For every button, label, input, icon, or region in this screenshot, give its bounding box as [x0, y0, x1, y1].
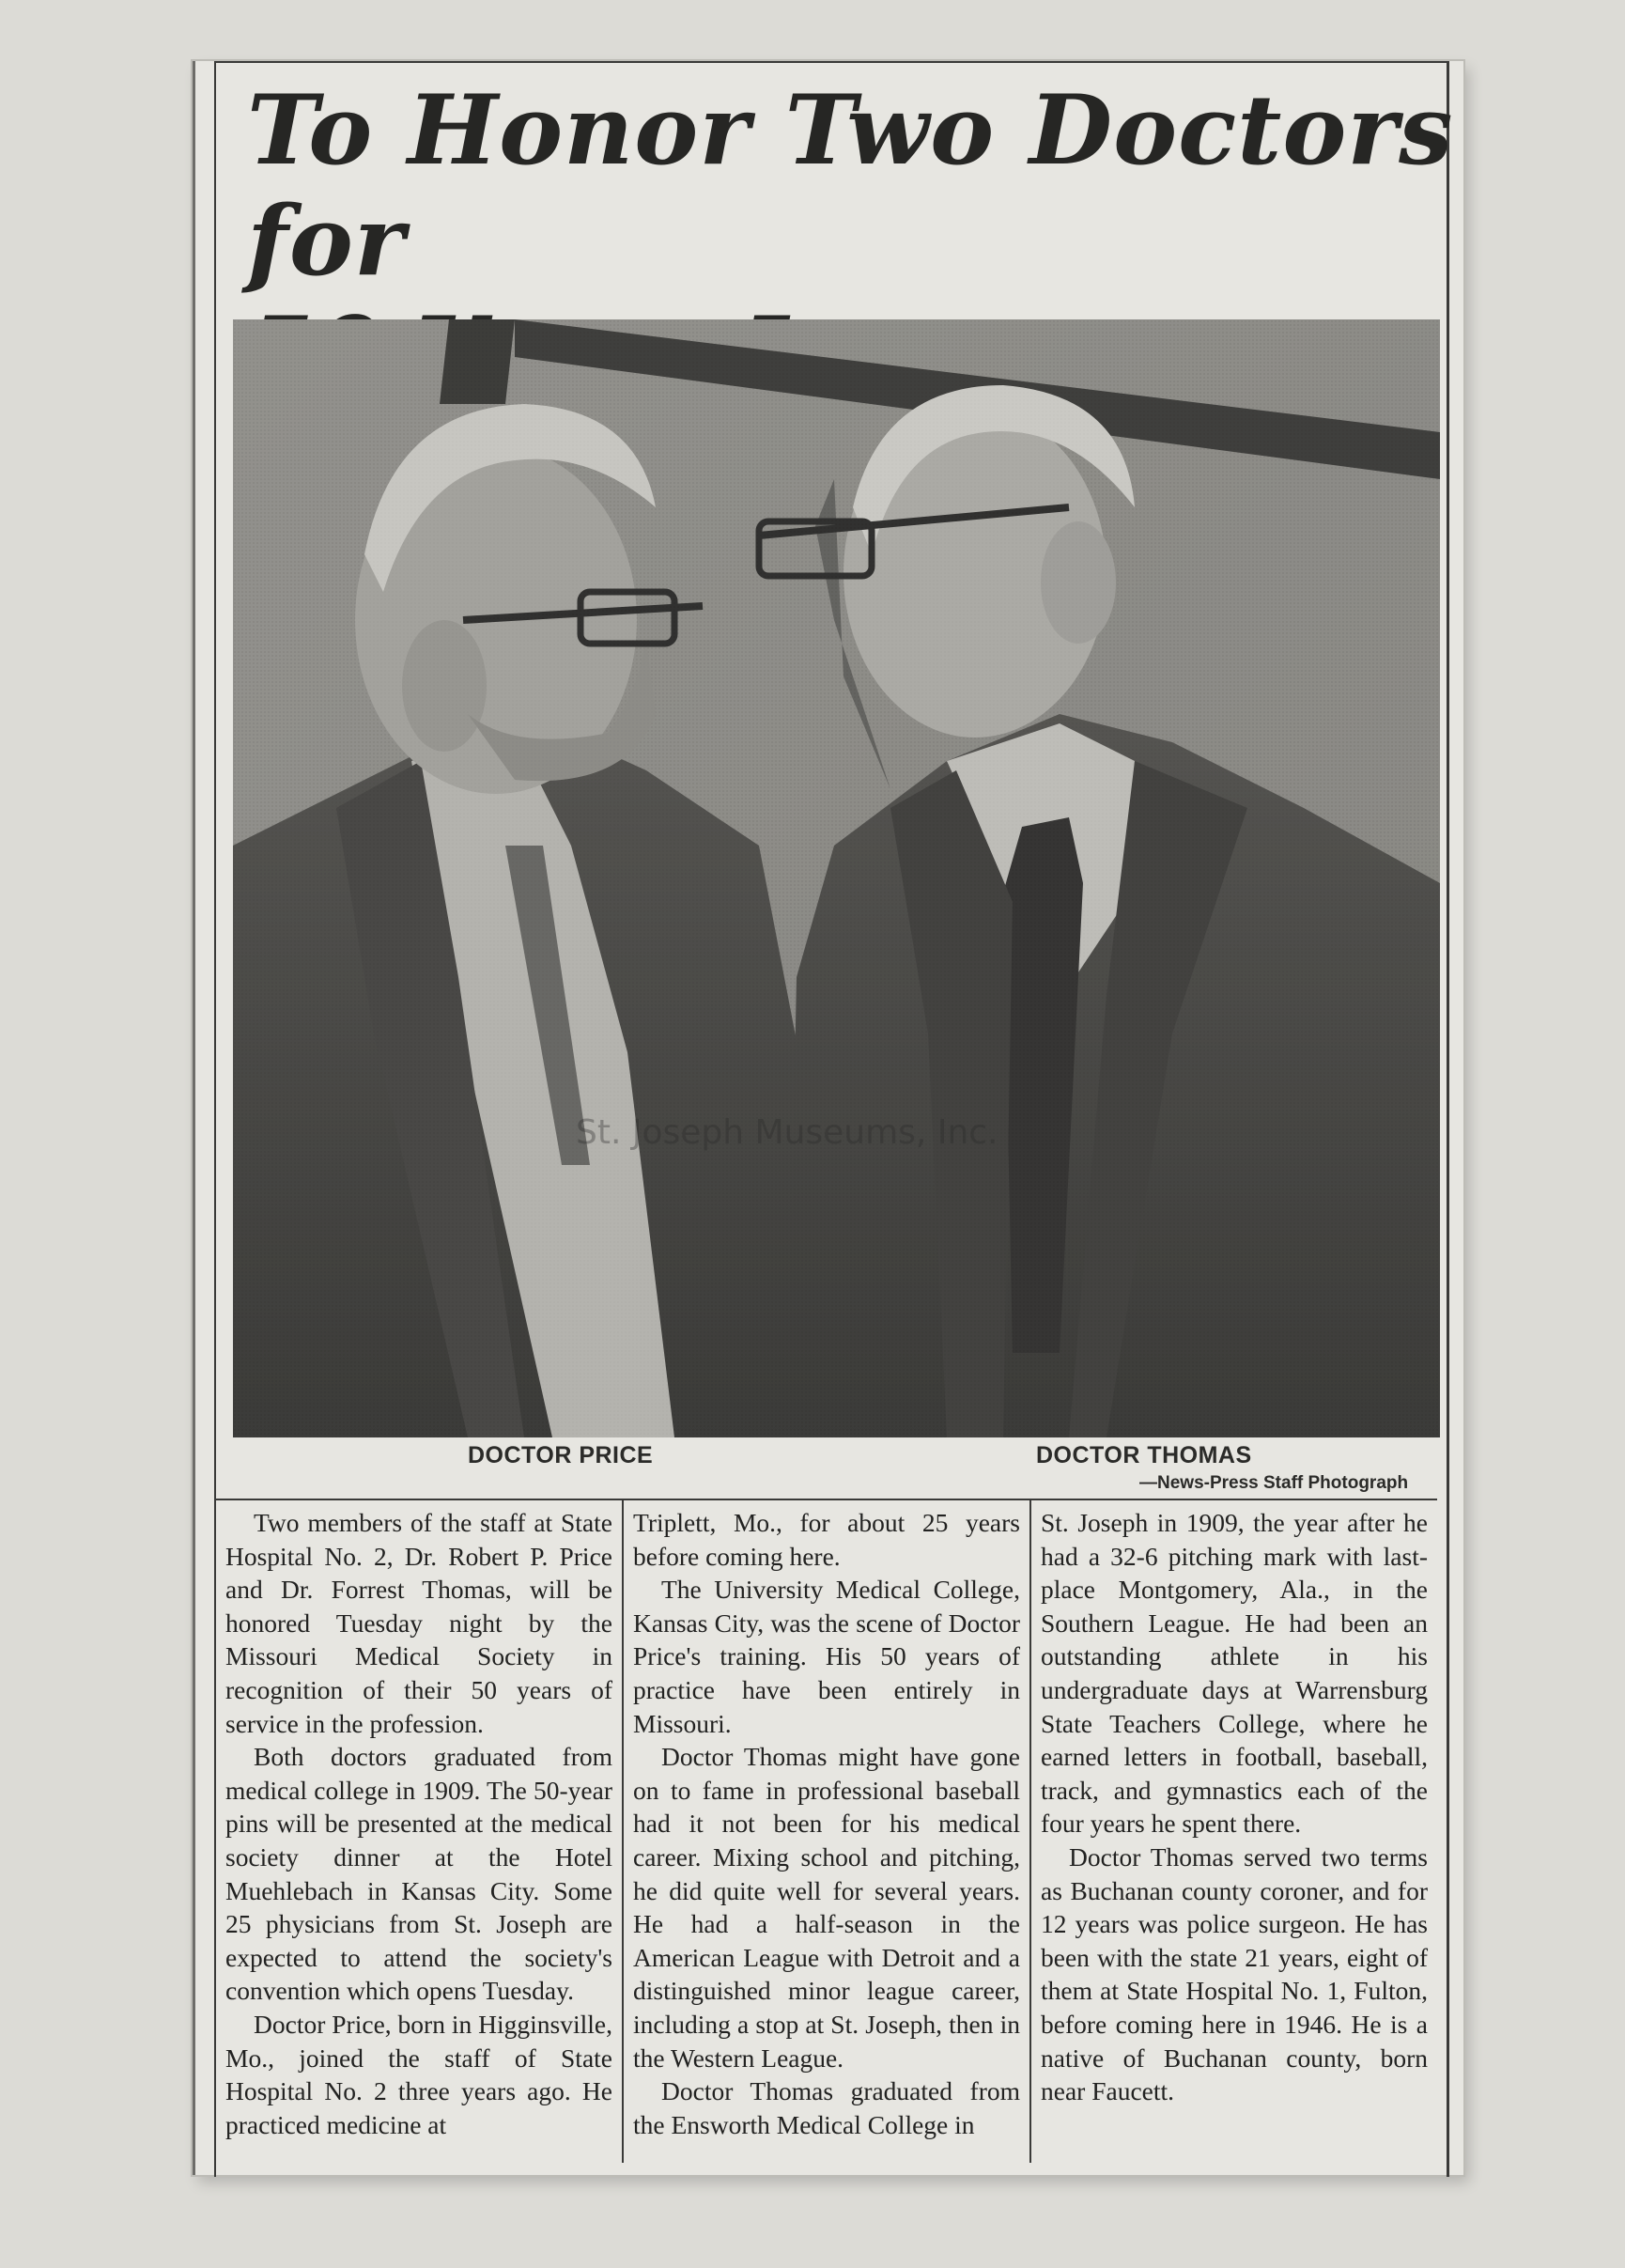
article-body	[216, 1499, 1437, 2163]
article-column-1	[216, 1500, 622, 2163]
paragraph: Two members of the staff at State Hospital No. 2, Dr. Robert P. Price and Dr. Forrest Thomas, will be honored Tuesday night by the Missouri Medical Society in recognition of their 50 years of service in the profession.	[225, 1508, 612, 1738]
paragraph: The University Medical College, Kansas City, was the scene of Doctor Price's training. His 50 years of practice have been entirely in Missouri.	[633, 1575, 1020, 1738]
paragraph: Doctor Price, born in Higginsville, Mo., joined the staff of State Hospital No. 2 three years ago. He practiced medicine at	[225, 2009, 612, 2139]
photo-credit: —News-Press Staff Photograph	[1139, 1473, 1409, 1493]
paragraph: Doctor Thomas served two terms as Buchanan county coroner, and for 12 years was police surgeon. He has been with the state 21 years, eight of them at State Hospital No. 1, Fulton, before coming here in 1946. He is a native of Buchanan county, born near Faucett.	[1041, 1841, 1428, 2106]
photo-illustration	[233, 319, 1440, 1437]
headline-line-1: To Honor Two Doctors for	[247, 74, 1454, 298]
paragraph: Doctor Thomas graduated from the Ensworth Medical College in	[633, 2076, 1020, 2139]
watermark-text: St. Joseph Museums, Inc.	[576, 1113, 998, 1152]
paragraph: Triplett, Mo., for about 25 years before coming here.	[633, 1508, 1020, 1571]
caption-doctor-thomas: DOCTOR THOMAS	[1036, 1442, 1252, 1468]
paragraph: St. Joseph in 1909, the year after he had a 32-6 pitching mark with last-place Montgomery, Ala., in the Southern League. He had been an outstanding athlete in his undergraduate days at Warrensburg State Teachers College, where he earned letters in football, baseball, track, and gymnastics each of the four years he spent there.	[1041, 1508, 1428, 1839]
paragraph: Both doctors graduated from medical college in 1909. The 50-year pins will be presented at the medical society dinner at the Hotel Muehlebach in Kansas City. Some 25 physicians from St. Joseph are expected to attend the society's convention which opens Tuesday.	[225, 1742, 612, 2006]
article-column-3	[1029, 1500, 1437, 2163]
halftone-photo	[233, 319, 1440, 1437]
newspaper-clipping	[193, 61, 1463, 2175]
article-column-2	[622, 1500, 1029, 2163]
paragraph: Doctor Thomas might have gone on to fame in professional baseball had it not been for his medical career. Mixing school and pitching, he did quite well for several years. He had a half-season in the American League with Detroit and a distinguished minor league career, including a stop at St. Joseph, then in the Western League.	[633, 1742, 1020, 2073]
caption-doctor-price: DOCTOR PRICE	[468, 1442, 654, 1468]
